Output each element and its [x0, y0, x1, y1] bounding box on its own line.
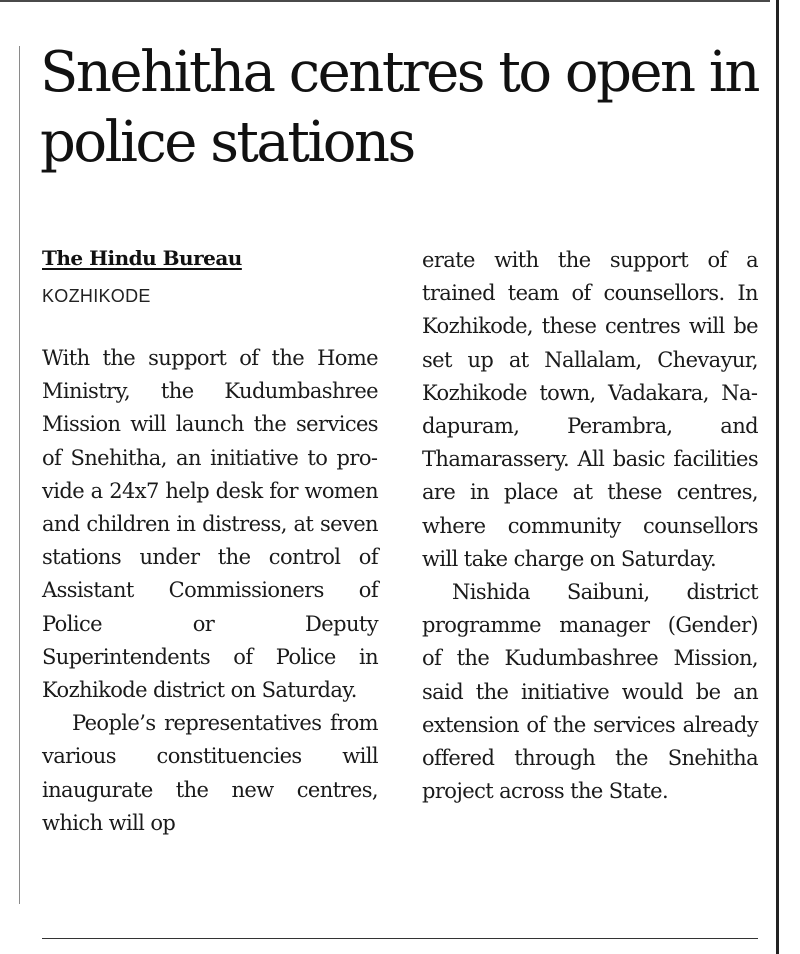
top-rule [0, 0, 770, 2]
paragraph-2-part-a: People’s representatives from various constituencies will inaugurate the new centres, which will op [42, 711, 378, 835]
byline: The Hindu Bureau [42, 246, 242, 270]
bottom-rule [42, 938, 758, 939]
paragraph-2-part-b: erate with the support of a trained team of counsellors. In Kozhikode, these centres will be set up at Nallalam, Chevayur, Kozhikode town, Vadakara, Nadapuram, Perambra, and Thamarassery. All basic facilities are in place at these centres, where community counsellors will take charge on Saturday. [422, 248, 758, 571]
article-column-right [422, 244, 758, 808]
paragraph-3: Nishida Saibuni, district programme manager (Gender) of the Kudumbashree Mission, said the initiative would be an extension of the services already offered through the Snehitha project across the State. [422, 580, 758, 804]
paragraph-1: With the support of the Home Ministry, the Kudumbashree Mission will launch the services of Snehitha, an initiative to provide a 24x7 help desk for women and children in distress, at seven stations under the control of Assistant Commissioners of Police or Deputy Superintendents of Police in Kozhikode district on Saturday. [42, 346, 378, 703]
article-column-left [42, 342, 378, 840]
left-column-rule [19, 46, 20, 904]
dateline: KOZHIKODE [42, 286, 151, 306]
headline: Snehitha centres to open in police stations [40, 40, 758, 175]
right-border-rule [776, 0, 779, 954]
